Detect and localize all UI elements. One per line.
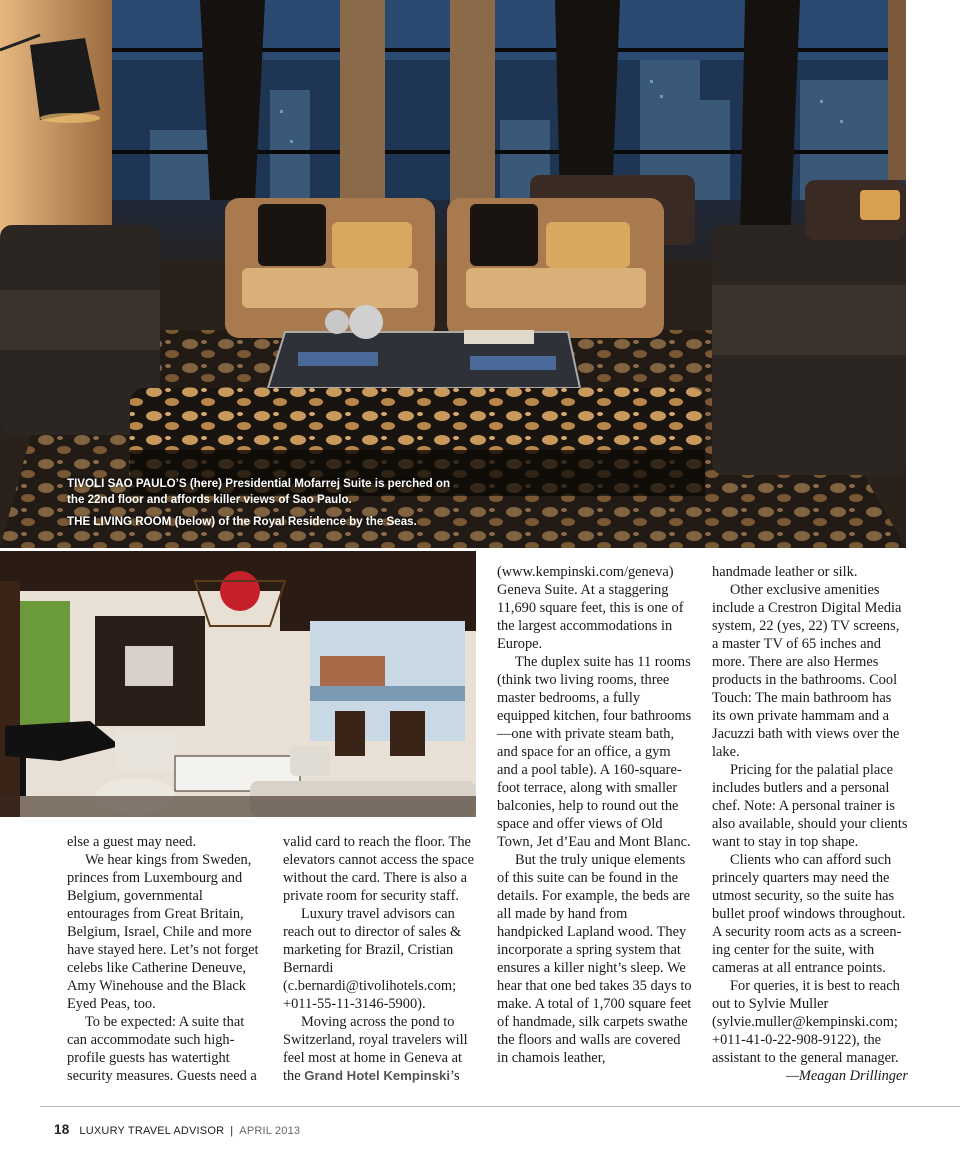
page-number: 18 (54, 1122, 70, 1137)
column4-paragraph-4: Clients who can afford such princely quarters may need the utmost security, so the suite has bullet proof windows throughout. A security room acts as a screening center for the suite, with cameras at all entrance points. (712, 852, 906, 976)
article-column-1 (67, 833, 263, 1085)
column3-paragraph-2: The duplex suite has 11 rooms (think two living rooms, three master bedrooms, a fully equipped kitchen, four bathrooms—one with private steam bath, and space for an office, a gym and a pool table). A 160-square-foot terrace, along with smaller balconies, help to round out the space and offer views of Old Town, Jet d’Eau and Mont Blanc. (497, 654, 692, 850)
article-column-4 (712, 563, 908, 1085)
column4-paragraph-5: For queries, it is best to reach out to Sylvie Muller (sylvie.muller@kempinski.com; +011-41-0-22-908-9122), the assistant to the general manager. (712, 978, 900, 1066)
column1-paragraph-2: We hear kings from Sweden, princes from Luxembourg and Belgium, governmental entourages from Great Britain, Belgium, Israel, Chile and more have stayed here. Let’s not forget celebs like Catherine Deneuve, Amy Winehouse and the Black Eyed Peas, too. (67, 852, 259, 1012)
photo-caption-tivoli: TIVOLI SAO PAULO’S (here) Presidential Mofarrej Suite is perched on the 22nd floor and affords killer views of Sao Paulo. (67, 477, 451, 506)
column2-paragraph-2: Luxury travel advisors can reach out to director of sales & marketing for Brazil, Cristian Bernardi (c.bernardi@tivolihotels.com; +011-55-11-3146-5900). (283, 906, 462, 1012)
column2-paragraph-3-text: Moving across the pond to Switzerland, royal travelers will feel most at home in Geneva at the (283, 1014, 468, 1084)
column4-paragraph-2: Other exclusive amenities include a Crestron Digital Media system, 22 (yes, 22) TV screens, a master TV of 65 inches and more. There are also Hermes products in the bathrooms. Cool Touch: The main bathroom has its own private hammam and a Jacuzzi bath with views over the lake. (712, 582, 902, 760)
photo-caption-royal-residence: THE LIVING ROOM (below) of the Royal Residence by the Seas. (67, 515, 417, 528)
article-column-2 (283, 833, 479, 1085)
column4-paragraph-3: Pricing for the palatial place includes butlers and a personal chef. Note: A personal trainer is also available, should your clients want to stay in top shape. (712, 762, 908, 850)
column4-paragraph-1: handmade leather or silk. (712, 564, 858, 580)
article-column-3 (497, 563, 693, 1067)
hero-photo-living-room (0, 0, 906, 548)
footer-separator: | (230, 1125, 234, 1137)
hero-photo-illustration (0, 0, 906, 548)
column1-paragraph-3: To be expected: A suite that can accommodate such high-profile guests has watertight security measures. Guests need a (67, 1014, 257, 1084)
second-photo-illustration (0, 551, 476, 817)
royal-residence-living-room-photo (0, 551, 476, 817)
column3-paragraph-1: (www.kempinski.com/geneva) Geneva Suite. At a staggering 11,690 square feet, this is one of the largest accommodations in Europe. (497, 564, 684, 652)
footer-divider (40, 1106, 960, 1107)
page-footer (54, 1122, 300, 1137)
publication-name: LUXURY TRAVEL ADVISOR (79, 1125, 225, 1137)
issue-date: APRIL 2013 (239, 1125, 301, 1137)
column2-paragraph-3 (283, 1013, 479, 1085)
column2-paragraph-3-tail: ’s (450, 1068, 460, 1084)
author-byline: —Meagan Drillinger (786, 1068, 908, 1084)
column2-paragraph-1: valid card to reach the floor. The elevators cannot access the space without the card. There is also a private room for security staff. (283, 834, 474, 904)
column1-paragraph-1: else a guest may need. (67, 834, 197, 850)
hotel-name-grand-hotel-kempinski: Grand Hotel Kempinski (304, 1068, 451, 1083)
column3-paragraph-3: But the truly unique elements of this suite can be found in the details. For example, the beds are all made by hand from handpicked Lapland wood. They incorporate a spring system that ensures a killer night’s sleep. We hear that one bed takes 35 days to make. A total of 1,700 square feet of handmade, silk carpets swathe the floors and walls are covered in chamois leather, (497, 852, 692, 1066)
